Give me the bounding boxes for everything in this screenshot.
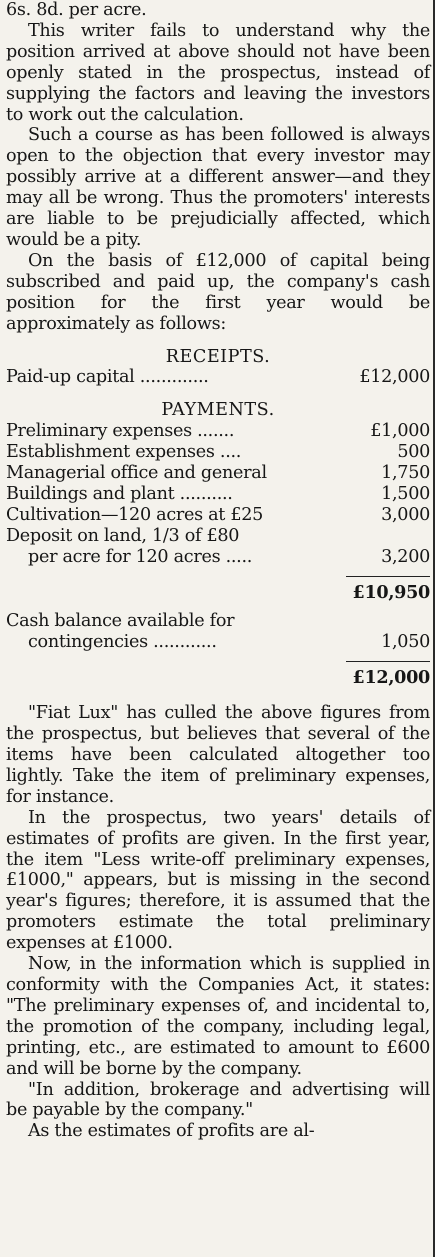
- receipts-row: [6, 367, 430, 388]
- intro-paragraph-objection: Such a course as has been followed is always open to the objection that every investor may possibly arrive at a different answer—and they may all be wrong. Thus the promoters' interests are liable to be prejudicially affected, which would be a pity.: [6, 125, 430, 250]
- cash-balance-row-2: [6, 632, 430, 653]
- payments-row: [6, 421, 430, 442]
- payments-row-label: Establishment expenses ....: [6, 442, 242, 463]
- payments-row-amount: £1,000: [370, 421, 430, 442]
- cash-balance-row-1: [6, 611, 430, 632]
- cash-balance-amount: 1,050: [381, 632, 430, 653]
- payments-row-label: Deposit on land, 1/3 of £80: [6, 525, 240, 546]
- narrative-paragraph-estimates: In the prospectus, two years' details of estimates of profits are given. In the first year, the item "Less write-off preliminary expenses, £1000," appears, but is missing in the second year's figures; therefore, it is assumed that the promoters estimate the total preliminary expenses at £1000.: [6, 807, 430, 954]
- payments-subtotal-amount: £10,950: [352, 581, 430, 603]
- payments-total: [346, 661, 430, 689]
- narrative-paragraph-continued: As the estimates of profits are al-: [28, 1121, 315, 1142]
- payments-row: [6, 463, 430, 484]
- payments-row: [6, 505, 430, 526]
- narrative-paragraph-companies-act: Now, in the information which is supplied in conformity with the Companies Act, it states: "The preliminary expenses of, and incidental to, the promotion of the company, including legal, printing, etc., are estimated to amount to £600 and will be borne by the company.: [6, 954, 430, 1079]
- payments-row-amount: 1,500: [381, 483, 430, 504]
- narrative-paragraph-fiat-lux: "Fiat Lux" has culled the above figures from the prospectus, but believes that several of the items have been calculated altogether too lightly. Take the item of preliminary expenses, for instance.: [6, 703, 430, 807]
- receipts-row-amount: £12,000: [359, 367, 430, 388]
- narrative-paragraph-brokerage: "In addition, brokerage and advertising will be payable by the company.": [6, 1079, 430, 1121]
- payments-row-label: Managerial office and general: [6, 463, 267, 484]
- payments-row-label: Buildings and plant ..........: [6, 483, 233, 504]
- intro-paragraph-basis: On the basis of £12,000 of capital being subscribed and paid up, the company's cash position for the first year would be approximately as follows:: [6, 250, 430, 334]
- payments-row: [6, 547, 430, 568]
- article-column: [6, 0, 430, 1142]
- payments-row-amount: 1,750: [381, 463, 430, 484]
- payments-row: [6, 526, 430, 547]
- receipts-row-label: Paid-up capital .............: [6, 367, 209, 388]
- payments-row-amount: 500: [397, 442, 430, 463]
- payments-subtotal: [346, 576, 430, 604]
- payments-heading: PAYMENTS.: [161, 400, 275, 421]
- payments-row-label: per acre for 120 acres .....: [28, 546, 253, 567]
- payments-row: [6, 484, 430, 505]
- intro-paragraph-prospectus: This writer fails to understand why the position arrived at above should not have been openly stated in the prospectus, instead of supplying the factors and leaving the investors to work out the calculation.: [6, 20, 430, 125]
- payments-row-amount: 3,200: [381, 546, 430, 567]
- payments-row-label: Preliminary expenses .......: [6, 421, 235, 442]
- payments-row: [6, 442, 430, 463]
- receipts-heading: RECEIPTS.: [165, 346, 271, 367]
- contingencies-label: contingencies ............: [28, 632, 217, 653]
- payments-row-label: Cultivation—120 acres at £25: [6, 504, 264, 525]
- intro-line-rate: 6s. 8d. per acre.: [6, 0, 147, 20]
- payments-row-amount: 3,000: [381, 504, 430, 525]
- payments-total-amount: £12,000: [352, 667, 430, 689]
- cash-balance-label: Cash balance available for: [6, 611, 235, 632]
